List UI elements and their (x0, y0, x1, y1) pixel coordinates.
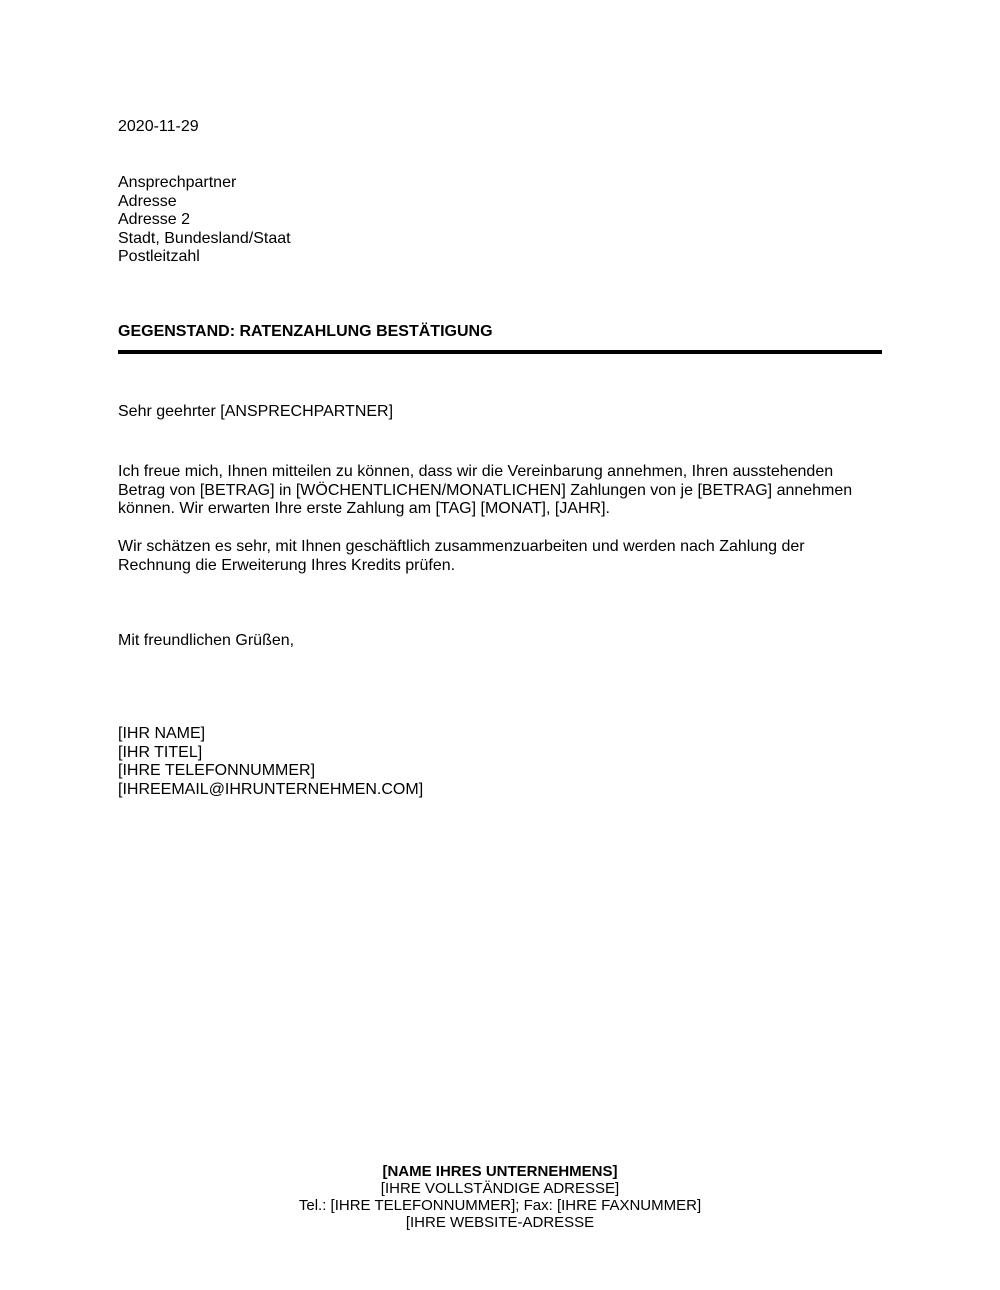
paragraph-line: Wir schätzen es sehr, mit Ihnen geschäftlich zusammenzuarbeiten und werden nach Zahlung der (118, 538, 805, 555)
signature-phone: [IHRE TELEFONNUMMER] (118, 762, 316, 780)
recipient-address-line-1: Adresse (118, 192, 177, 210)
recipient-city-state: Stadt, Bundesland/Staat (118, 229, 291, 247)
signature-block (118, 725, 423, 799)
signature-name: [IHR NAME] (118, 725, 206, 742)
salutation: Sehr geehrter [ANSPRECHPARTNER] (118, 403, 394, 420)
body-paragraph-1 (118, 463, 852, 519)
footer-company-name: [NAME IHRES UNTERNEHMENS] (382, 1163, 618, 1180)
footer-address: [IHRE VOLLSTÄNDIGE ADRESSE] (380, 1180, 620, 1197)
signature-title: [IHR TITEL] (118, 743, 203, 761)
letterhead-footer (0, 1163, 1000, 1231)
footer-contact: Tel.: [IHRE TELEFONNUMMER]; Fax: [IHRE FAXNUMMER] (298, 1197, 702, 1214)
recipient-postal-code: Postleitzahl (118, 248, 200, 266)
footer-website: [IHRE WEBSITE-ADRESSE (405, 1214, 595, 1231)
paragraph-line: Rechnung die Erweiterung Ihres Kredits prüfen. (118, 556, 456, 574)
recipient-address-line-2: Adresse 2 (118, 211, 191, 229)
subject-line: GEGENSTAND: RATENZAHLUNG BESTÄTIGUNG (118, 323, 493, 340)
paragraph-line: Betrag von [BETRAG] in [WÖCHENTLICHEN/MONATLICHEN] Zahlungen von je [BETRAG] annehmen (118, 481, 853, 499)
recipient-address (118, 174, 291, 267)
recipient-contact: Ansprechpartner (118, 174, 237, 191)
paragraph-line: können. Wir erwarten Ihre erste Zahlung am [TAG] [MONAT], [JAHR]. (118, 500, 610, 518)
subject-divider (118, 350, 882, 354)
letter-date: 2020-11-29 (118, 118, 199, 135)
signature-email: [IHREEMAIL@IHRUNTERNEHMEN.COM] (118, 780, 424, 798)
closing: Mit freundlichen Grüßen, (118, 632, 295, 649)
body-paragraph-2 (118, 538, 805, 575)
paragraph-line: Ich freue mich, Ihnen mitteilen zu können, dass wir die Vereinbarung annehmen, Ihren ausstehenden (118, 463, 834, 480)
